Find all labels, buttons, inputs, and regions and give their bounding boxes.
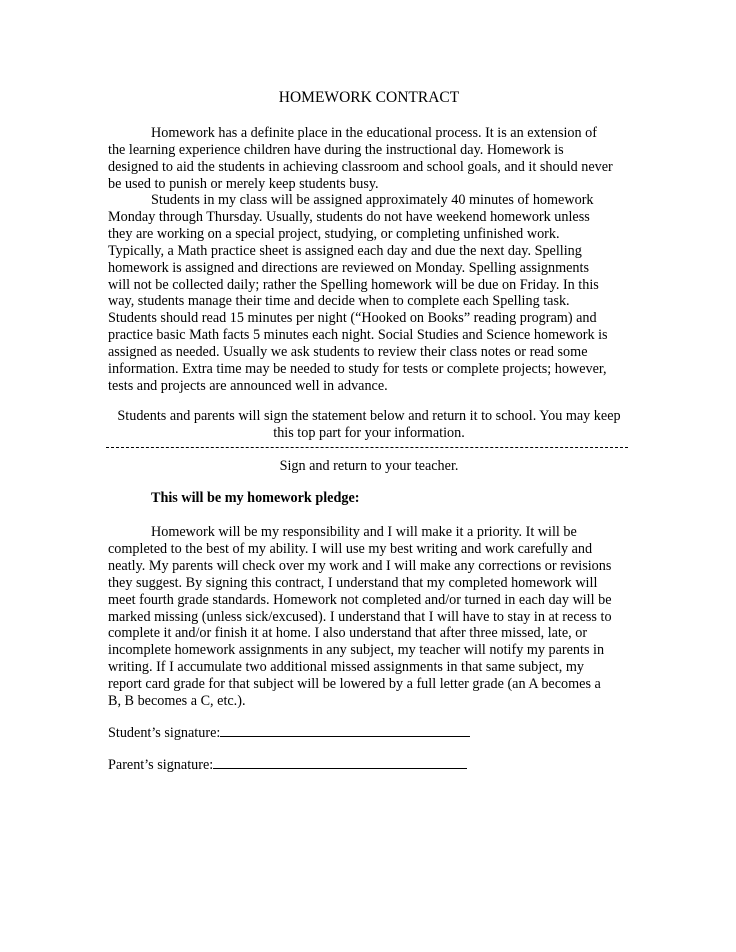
text-line: report card grade for that subject will be lowered by a full letter grade (an A becomes a — [108, 676, 601, 693]
text-line: assigned as needed. Usually we ask students to review their class notes or read some — [108, 344, 588, 361]
text-line: meet fourth grade standards. Homework not completed and/or turned in each day will be — [108, 591, 612, 608]
text-line: This will be my homework pledge: — [151, 490, 360, 506]
text-line: the learning experience children have during the instructional day. Homework is — [108, 141, 564, 158]
pledge-heading — [108, 490, 630, 507]
pledge-paragraph — [108, 524, 630, 710]
text-line: neatly. My parents will check over my work and I will make any corrections or revisions — [108, 557, 612, 574]
text-line: this top part for your information. — [273, 424, 465, 441]
parent-signature-row — [108, 756, 467, 774]
student-signature-line[interactable] — [220, 724, 470, 737]
text-line: complete it and/or finish it at home. I also understand that after three missed, late, or — [108, 625, 588, 642]
text-line: Sign and return to your teacher. — [279, 458, 459, 474]
text-line: be used to punish or merely keep students busy. — [108, 175, 379, 192]
text-line: practice basic Math facts 5 minutes each night. Social Studies and Science homework is — [108, 327, 608, 344]
text-line: they suggest. By signing this contract, I understand that my completed homework will — [108, 574, 598, 591]
text-line: Students in my class will be assigned approximately 40 minutes of homework — [151, 192, 594, 208]
text-line: they are working on a special project, studying, or completing unfinished work. — [108, 225, 560, 242]
text-line: completed to the best of my ability. I will use my best writing and work carefully and — [108, 540, 593, 557]
text-line: tests and projects are announced well in advance. — [108, 377, 388, 394]
text-line: marked missing (unless sick/excused). I understand that I will have to stay in at recess to — [108, 608, 612, 625]
intro-paragraph-1 — [108, 125, 630, 193]
text-line: incomplete homework assignments in any subject, my teacher will notify my parents in — [108, 642, 605, 659]
text-line: Students and parents will sign the statement below and return it to school. You may keep — [117, 408, 621, 424]
return-note — [108, 458, 630, 475]
text-line: will not be collected daily; rather the Spelling homework will be due on Friday. In this — [108, 276, 599, 293]
text-line: designed to aid the students in achieving classroom and school goals, and it should never — [108, 158, 613, 175]
intro-paragraph-2 — [108, 192, 630, 395]
text-line: information. Extra time may be needed to study for tests or complete projects; however, — [108, 361, 607, 378]
text-line: way, students manage their time and decide when to complete each Spelling task. — [108, 293, 570, 310]
text-line: Monday through Thursday. Usually, students do not have weekend homework unless — [108, 208, 590, 225]
text-line: Homework will be my responsibility and I will make it a priority. It will be — [151, 524, 577, 540]
text-line: homework is assigned and directions are reviewed on Monday. Spelling assignments — [108, 259, 589, 276]
text-line: Homework has a definite place in the educational process. It is an extension of — [151, 125, 597, 141]
text-line: writing. If I accumulate two additional missed assignments in that same subject, my — [108, 659, 584, 676]
student-signature-row — [108, 724, 470, 742]
parent-signature-line[interactable] — [213, 756, 467, 769]
keep-note — [108, 408, 630, 442]
cut-line-divider — [106, 447, 628, 448]
text-line: B, B becomes a C, etc.). — [108, 693, 246, 710]
document-title: HOMEWORK CONTRACT — [278, 89, 460, 106]
parent-signature-label: Parent’s signature: — [108, 757, 214, 773]
student-signature-label: Student’s signature: — [108, 725, 221, 741]
text-line: Typically, a Math practice sheet is assigned each day and due the next day. Spelling — [108, 242, 582, 259]
text-line: Students should read 15 minutes per night (“Hooked on Books” reading program) and — [108, 310, 597, 327]
